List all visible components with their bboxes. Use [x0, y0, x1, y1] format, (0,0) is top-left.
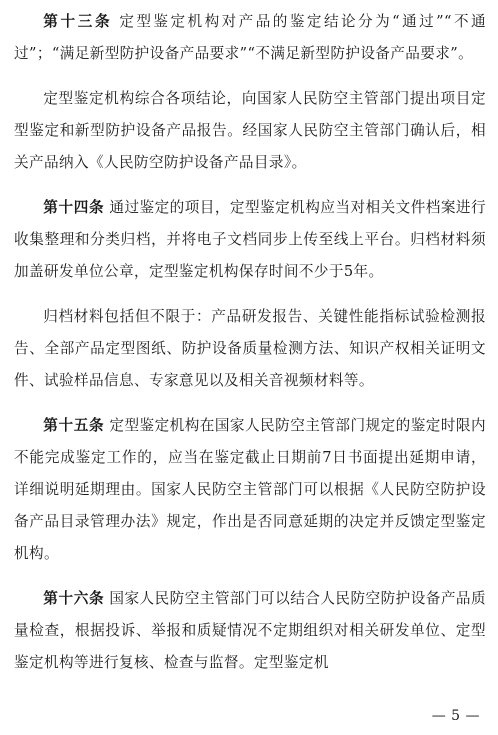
article-15-text: 定型鉴定机构在国家人民防空主管部门规定的鉴定时限内不能完成鉴定工作的，应当在鉴定截止日期前7日书面提出延期申请，详细说明延期理由。国家人民防空主管部门可以根据《人民防空防护设备产品目录管理办法》规定，作出是否同意延期的决定并反馈定型鉴定机构。 — [14, 417, 486, 562]
document-body — [14, 6, 486, 692]
article-14-text: 通过鉴定的项目，定型鉴定机构应当对相关文件档案进行收集整理和分类归档，并将电子文档同步上传至线上平台。归档材料须加盖研发单位公章，定型鉴定机构保存时间不少于5年。 — [14, 199, 486, 280]
article-16-heading: 第十六条 — [43, 590, 105, 607]
article-13-text: 定型鉴定机构对产品的鉴定结论分为“通过”“不通过”；“满足新型防护设备产品要求”“不满足新型防护设备产品要求”。 — [14, 13, 486, 62]
article-13-paragraph — [14, 6, 486, 70]
article-13-paragraph-2 — [14, 83, 486, 179]
article-16-text: 国家人民防空主管部门可以结合人民防空防护设备产品质量检查，根据投诉、举报和质疑情况不定期组织对相关研发单位、定型鉴定机构等进行复核、检查与监督。定型鉴定机 — [14, 590, 486, 671]
page-number: — 5 — — [431, 708, 480, 724]
article-16-paragraph — [14, 583, 486, 679]
article-15-paragraph — [14, 410, 486, 570]
article-14-text-2: 归档材料包括但不限于：产品研发报告、关键性能指标试验检测报告、全部产品定型图纸、防护设备质量检测方法、知识产权相关证明文件、试验样品信息、专家意见以及相关音视频材料等。 — [14, 308, 486, 389]
article-15-heading: 第十五条 — [43, 417, 105, 434]
article-14-heading: 第十四条 — [43, 199, 105, 216]
article-13-heading: 第十三条 — [43, 13, 113, 30]
article-13-text-2: 定型鉴定机构综合各项结论，向国家人民防空主管部门提出项目定型鉴定和新型防护设备产品报告。经国家人民防空主管部门确认后，相关产品纳入《人民防空防护设备产品目录》。 — [14, 90, 486, 171]
article-14-paragraph — [14, 192, 486, 288]
article-14-paragraph-2 — [14, 301, 486, 397]
